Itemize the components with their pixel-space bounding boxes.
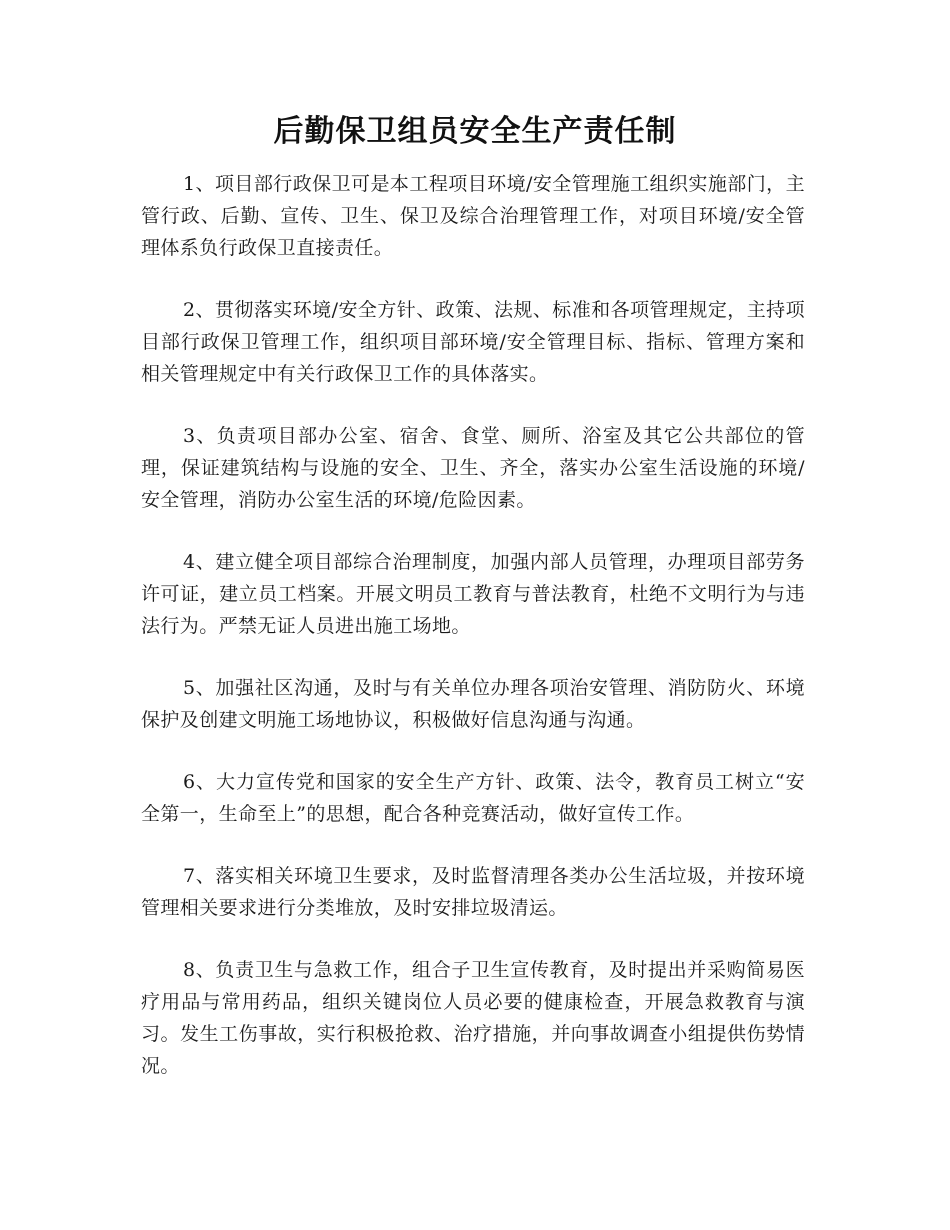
paragraph-4: 4、建立健全项目部综合治理制度，加强内部人员管理，办理项目部劳务许可证，建立员工档案。开展文明员工教育与普法教育，杜绝不文明行为与违法行为。严禁无证人员进出施工场地。 — [141, 551, 805, 637]
paragraph-6: 6、大力宣传党和国家的安全生产方针、政策、法令，教育员工树立“安全第一，生命至上”的思想，配合各种竞赛活动，做好宣传工作。 — [141, 771, 805, 825]
paragraph-7: 7、落实相关环境卫生要求，及时监督清理各类办公生活垃圾，并按环境管理相关要求进行分类堆放，及时安排垃圾清运。 — [141, 865, 805, 919]
paragraph-1: 1、项目部行政保卫可是本工程项目环境/安全管理施工组织实施部门，主管行政、后勤、宣传、卫生、保卫及综合治理管理工作，对项目环境/安全管理体系负行政保卫直接责任。 — [141, 173, 805, 259]
document-title: 后勤保卫组员安全生产责任制 — [273, 114, 677, 149]
document-body — [141, 168, 805, 1082]
paragraph-3: 3、负责项目部办公室、宿舍、食堂、厕所、浴室及其它公共部位的管理，保证建筑结构与设施的安全、卫生、齐全，落实办公室生活设施的环境/安全管理，消防办公室生活的环境/危险因素。 — [141, 425, 805, 511]
paragraph-2: 2、贯彻落实环境/安全方针、政策、法规、标准和各项管理规定，主持项目部行政保卫管理工作，组织项目部环境/安全管理目标、指标、管理方案和相关管理规定中有关行政保卫工作的具体落实。 — [141, 299, 805, 385]
paragraph-5: 5、加强社区沟通，及时与有关单位办理各项治安管理、消防防火、环境保护及创建文明施工场地协议，积极做好信息沟通与沟通。 — [141, 677, 805, 731]
paragraph-8: 8、负责卫生与急救工作，组合子卫生宣传教育，及时提出并采购简易医疗用品与常用药品，组织关键岗位人员必要的健康检查，开展急救教育与演习。发生工伤事故，实行积极抢救、治疗措施，并向事故调查小组提供伤势情况。 — [141, 959, 805, 1077]
